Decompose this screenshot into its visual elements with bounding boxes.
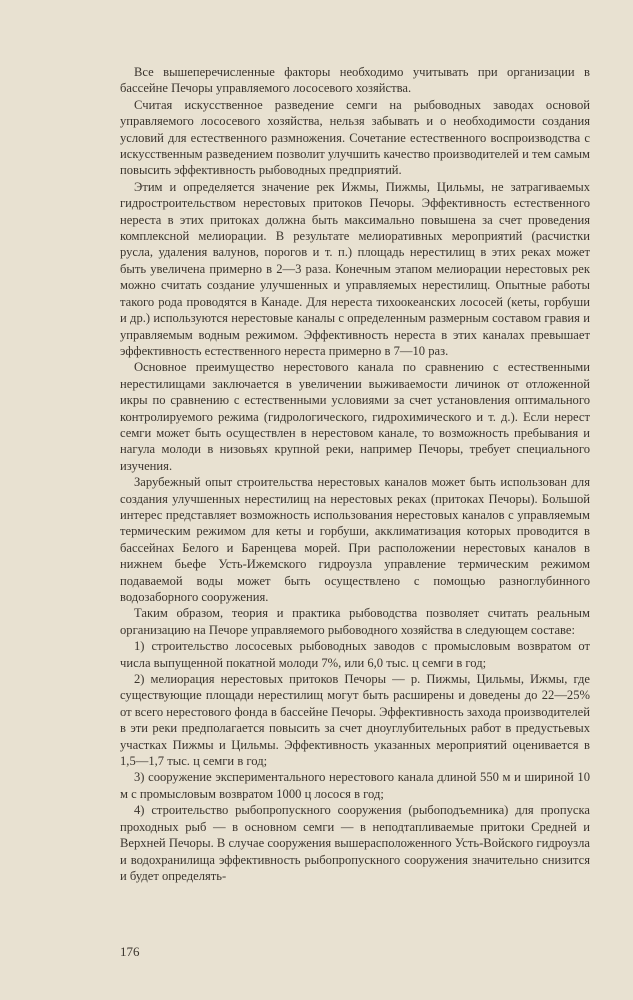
paragraph-4: Основное преимущество нерестового канала по сравнению с естественными нерестилищами заключается в увеличении выживаемости личинок от отложенной икры по сравнению с естественными условиями за счет установления оптимального контролируемого режима (гидрологического, гидрохимического и т. д.). Если нерест семги может быть осуществлен в нерестовом канале, то возможность пребывания и нагула молоди в низовьях крупной реки, например Печоры, требует специального изучения. [120, 360, 590, 473]
list-item-2: 2) мелиорация нерестовых притоков Печоры — р. Пижмы, Цильмы, Ижмы, где существующие площади нерестилищ могут быть расширены и доведены до 22—25% от всего нерестового фонда в бассейне Печоры. Эффективность захода производителей в эти реки предполагается повысить за счет дноуглубительных работ в предустьевых участках Пижмы и Цильмы. Эффективность указанных мероприятий оценивается в 1,5—1,7 тыс. ц семги в год; [120, 672, 590, 769]
page-number: 176 [120, 944, 140, 959]
paragraph-3: Этим и определяется значение рек Ижмы, Пижмы, Цильмы, не затрагиваемых гидростроительством нерестовых притоков Печоры. Эффективность естественного нереста в этих притоках должна быть максимально повышена за счет проведения комплексной мелиорации. В результате мелиоративных мероприятий (расчистки русла, удаления валунов, порогов и т. п.) площадь нерестилищ в этих реках может быть увеличена примерно в 2—3 раза. Конечным этапом мелиорации нерестовых рек можно считать создание улучшенных и управляемых нерестилищ. Опытные работы такого рода проводятся в Канаде. Для нереста тихоокеанских лососей (кеты, горбуши и др.) используются нерестовые каналы с определенным размерным составом гравия и управляемым водным режимом. Эффективность нереста в этих каналах превышает эффективность естественного нереста примерно в 7—10 раз. [120, 179, 590, 358]
list-item-4: 4) строительство рыбопропускного сооружения (рыбоподъемника) для пропуска проходных рыб — в основном семги — в неподтапливаемые притоки Средней и Верхней Печоры. В случае сооружения вышерасположенного Усть-Войского гидроузла и водохранилища эффективность рыбопропускного сооружения значительно снизится и будет определять- [120, 803, 590, 883]
paragraph-5: Зарубежный опыт строительства нерестовых каналов может быть использован для создания улучшенных нерестилищ на нерестовых реках (притоках Печоры). Большой интерес представляет возможность использования нерестовых каналов с управляемым термическим режимом для кеты и горбуши, акклиматизация которых проводится в бассейнах Белого и Баренцева морей. При расположении нерестовых каналов в нижнем бьефе Усть-Ижемского гидроузла управление термическим режимом подаваемой воды может быть осуществлено с помощью разноглубинного водозаборного сооружения. [120, 475, 590, 604]
body-text [120, 64, 590, 884]
list-item-1: 1) строительство лососевых рыбоводных заводов с промысловым возвратом от числа выпущенной покатной молоди 7%, или 6,0 тыс. ц семги в год; [120, 639, 590, 670]
paragraph-2: Считая искусственное разведение семги на рыбоводных заводах основой управляемого лососевого хозяйства, нельзя забывать и о необходимости создания условий для естественного размножения. Сочетание естественного воспроизводства с искусственным разведением позволит улучшить качество производителей и тем самым повысить эффективность рыбоводных предприятий. [120, 97, 590, 178]
paragraph-1: Все вышеперечисленные факторы необходимо учитывать при организации в бассейне Печоры управляемого лососевого хозяйства. [120, 65, 590, 96]
list-item-3: 3) сооружение экспериментального нерестового канала длиной 550 м и шириной 10 м с промысловым возвратом 1000 ц лосося в год; [120, 770, 590, 801]
paragraph-6: Таким образом, теория и практика рыбоводства позволяет считать реальным организацию на Печоре управляемого рыбоводного хозяйства в следующем составе: [120, 606, 590, 637]
